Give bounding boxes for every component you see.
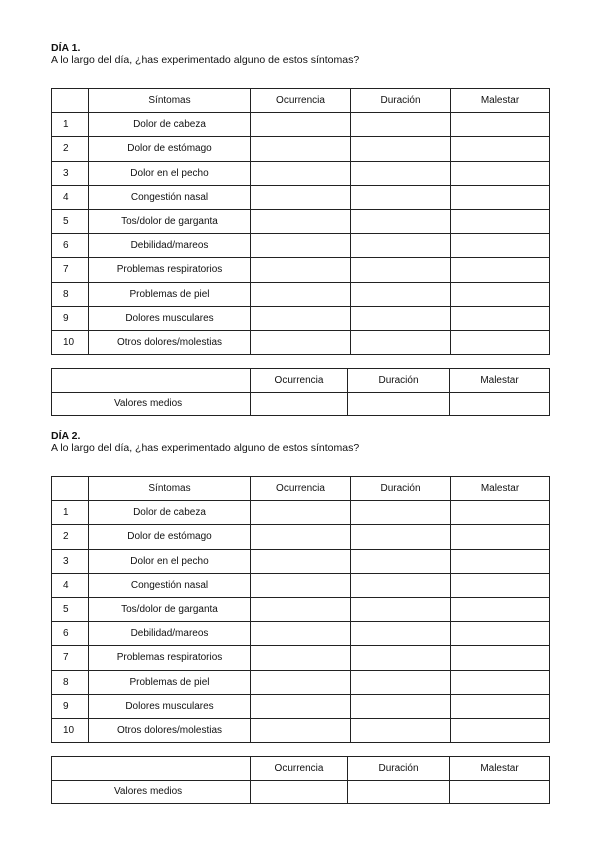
symptom-name: Dolor de estómago bbox=[89, 137, 251, 161]
occurrence-cell[interactable] bbox=[251, 573, 351, 597]
column-header: Malestar bbox=[450, 757, 550, 781]
duration-cell[interactable] bbox=[351, 282, 451, 306]
symptom-number: 2 bbox=[52, 525, 89, 549]
occurrence-cell[interactable] bbox=[251, 597, 351, 621]
symptom-name: Otros dolores/molestias bbox=[89, 330, 251, 354]
duration-cell[interactable] bbox=[351, 549, 451, 573]
averages-row bbox=[52, 780, 550, 804]
duration-cell[interactable] bbox=[351, 646, 451, 670]
averages-header-row bbox=[52, 757, 550, 781]
occurrence-cell[interactable] bbox=[251, 330, 351, 354]
discomfort-cell[interactable] bbox=[451, 694, 550, 718]
symptom-number: 9 bbox=[52, 306, 89, 330]
discomfort-cell[interactable] bbox=[451, 113, 550, 137]
table-row bbox=[52, 234, 550, 258]
discomfort-cell[interactable] bbox=[451, 622, 550, 646]
table-row bbox=[52, 622, 550, 646]
day-section bbox=[51, 430, 549, 798]
symptom-number: 3 bbox=[52, 549, 89, 573]
column-header: Ocurrencia bbox=[251, 477, 351, 501]
occurrence-cell[interactable] bbox=[251, 137, 351, 161]
column-header bbox=[52, 757, 251, 781]
occurrence-cell[interactable] bbox=[251, 306, 351, 330]
symptom-name: Dolor en el pecho bbox=[89, 549, 251, 573]
day-title: DÍA 2. bbox=[51, 430, 81, 442]
duration-cell[interactable] bbox=[351, 573, 451, 597]
discomfort-cell[interactable] bbox=[451, 209, 550, 233]
averages-label: Valores medios bbox=[52, 780, 251, 804]
table-row bbox=[52, 161, 550, 185]
symptom-name: Problemas respiratorios bbox=[89, 258, 251, 282]
occurrence-cell[interactable] bbox=[251, 161, 351, 185]
duration-cell[interactable] bbox=[351, 525, 451, 549]
symptom-name: Dolor de cabeza bbox=[89, 113, 251, 137]
table-row bbox=[52, 718, 550, 742]
symptom-number: 4 bbox=[52, 185, 89, 209]
occurrence-cell[interactable] bbox=[251, 525, 351, 549]
discomfort-cell[interactable] bbox=[451, 501, 550, 525]
occurrence-cell[interactable] bbox=[251, 718, 351, 742]
column-header: Malestar bbox=[450, 369, 550, 393]
occurrence-cell[interactable] bbox=[251, 646, 351, 670]
symptom-number: 1 bbox=[52, 501, 89, 525]
table-row bbox=[52, 306, 550, 330]
discomfort-cell[interactable] bbox=[451, 573, 550, 597]
averages-header-row bbox=[52, 369, 550, 393]
discomfort-cell[interactable] bbox=[451, 282, 550, 306]
table-header-row bbox=[52, 477, 550, 501]
duration-cell[interactable] bbox=[351, 597, 451, 621]
day-question: A lo largo del día, ¿has experimentado alguno de estos síntomas? bbox=[51, 442, 360, 454]
table-row bbox=[52, 258, 550, 282]
occurrence-cell[interactable] bbox=[251, 258, 351, 282]
symptom-name: Problemas de piel bbox=[89, 282, 251, 306]
column-header bbox=[52, 89, 89, 113]
symptom-name: Dolores musculares bbox=[89, 306, 251, 330]
average-duration-cell[interactable] bbox=[348, 392, 450, 416]
column-header: Malestar bbox=[451, 477, 550, 501]
duration-cell[interactable] bbox=[351, 234, 451, 258]
day-title: DÍA 1. bbox=[51, 42, 81, 54]
averages-row bbox=[52, 392, 550, 416]
table-row bbox=[52, 525, 550, 549]
table-row bbox=[52, 549, 550, 573]
column-header bbox=[52, 369, 251, 393]
column-header: Ocurrencia bbox=[251, 757, 348, 781]
column-header: Malestar bbox=[451, 89, 550, 113]
symptoms-table bbox=[51, 476, 550, 743]
duration-cell[interactable] bbox=[351, 330, 451, 354]
symptom-number: 5 bbox=[52, 209, 89, 233]
table-row bbox=[52, 209, 550, 233]
discomfort-cell[interactable] bbox=[451, 258, 550, 282]
discomfort-cell[interactable] bbox=[451, 670, 550, 694]
occurrence-cell[interactable] bbox=[251, 282, 351, 306]
symptom-name: Dolor de cabeza bbox=[89, 501, 251, 525]
table-header-row bbox=[52, 89, 550, 113]
duration-cell[interactable] bbox=[351, 694, 451, 718]
symptom-name: Debilidad/mareos bbox=[89, 234, 251, 258]
day-section bbox=[51, 42, 549, 410]
table-row bbox=[52, 646, 550, 670]
symptom-name: Problemas respiratorios bbox=[89, 646, 251, 670]
occurrence-cell[interactable] bbox=[251, 694, 351, 718]
symptom-number: 9 bbox=[52, 694, 89, 718]
symptom-name: Debilidad/mareos bbox=[89, 622, 251, 646]
column-header: Duración bbox=[348, 757, 450, 781]
discomfort-cell[interactable] bbox=[451, 306, 550, 330]
duration-cell[interactable] bbox=[351, 306, 451, 330]
occurrence-cell[interactable] bbox=[251, 209, 351, 233]
duration-cell[interactable] bbox=[351, 622, 451, 646]
column-header: Duración bbox=[351, 89, 451, 113]
table-row bbox=[52, 282, 550, 306]
symptom-number: 8 bbox=[52, 670, 89, 694]
symptom-number: 7 bbox=[52, 258, 89, 282]
averages-label: Valores medios bbox=[52, 392, 251, 416]
discomfort-cell[interactable] bbox=[451, 525, 550, 549]
discomfort-cell[interactable] bbox=[451, 549, 550, 573]
symptoms-table bbox=[51, 88, 550, 355]
occurrence-cell[interactable] bbox=[251, 185, 351, 209]
symptom-name: Problemas de piel bbox=[89, 670, 251, 694]
symptom-number: 1 bbox=[52, 113, 89, 137]
duration-cell[interactable] bbox=[351, 137, 451, 161]
table-row bbox=[52, 185, 550, 209]
average-discomfort-cell[interactable] bbox=[450, 392, 550, 416]
symptom-number: 3 bbox=[52, 161, 89, 185]
symptom-number: 4 bbox=[52, 573, 89, 597]
table-row bbox=[52, 137, 550, 161]
table-row bbox=[52, 597, 550, 621]
discomfort-cell[interactable] bbox=[451, 185, 550, 209]
averages-table bbox=[51, 368, 550, 416]
symptom-name: Tos/dolor de garganta bbox=[89, 597, 251, 621]
duration-cell[interactable] bbox=[351, 501, 451, 525]
column-header: Síntomas bbox=[89, 89, 251, 113]
symptom-number: 6 bbox=[52, 234, 89, 258]
symptom-number: 5 bbox=[52, 597, 89, 621]
symptom-number: 6 bbox=[52, 622, 89, 646]
average-discomfort-cell[interactable] bbox=[450, 780, 550, 804]
column-header: Síntomas bbox=[89, 477, 251, 501]
duration-cell[interactable] bbox=[351, 670, 451, 694]
duration-cell[interactable] bbox=[351, 161, 451, 185]
duration-cell[interactable] bbox=[351, 209, 451, 233]
occurrence-cell[interactable] bbox=[251, 549, 351, 573]
column-header: Duración bbox=[351, 477, 451, 501]
occurrence-cell[interactable] bbox=[251, 234, 351, 258]
discomfort-cell[interactable] bbox=[451, 137, 550, 161]
symptom-name: Congestión nasal bbox=[89, 573, 251, 597]
occurrence-cell[interactable] bbox=[251, 113, 351, 137]
table-row bbox=[52, 670, 550, 694]
table-row bbox=[52, 501, 550, 525]
discomfort-cell[interactable] bbox=[451, 330, 550, 354]
table-row bbox=[52, 330, 550, 354]
symptom-name: Tos/dolor de garganta bbox=[89, 209, 251, 233]
average-occurrence-cell[interactable] bbox=[251, 780, 348, 804]
occurrence-cell[interactable] bbox=[251, 622, 351, 646]
duration-cell[interactable] bbox=[351, 185, 451, 209]
day-question: A lo largo del día, ¿has experimentado alguno de estos síntomas? bbox=[51, 54, 360, 66]
discomfort-cell[interactable] bbox=[451, 718, 550, 742]
symptom-name: Dolor en el pecho bbox=[89, 161, 251, 185]
symptom-name: Congestión nasal bbox=[89, 185, 251, 209]
table-row bbox=[52, 694, 550, 718]
occurrence-cell[interactable] bbox=[251, 501, 351, 525]
discomfort-cell[interactable] bbox=[451, 234, 550, 258]
column-header: Duración bbox=[348, 369, 450, 393]
duration-cell[interactable] bbox=[351, 113, 451, 137]
discomfort-cell[interactable] bbox=[451, 646, 550, 670]
column-header: Ocurrencia bbox=[251, 369, 348, 393]
column-header: Ocurrencia bbox=[251, 89, 351, 113]
symptom-number: 7 bbox=[52, 646, 89, 670]
symptom-number: 2 bbox=[52, 137, 89, 161]
column-header bbox=[52, 477, 89, 501]
symptom-name: Otros dolores/molestias bbox=[89, 718, 251, 742]
average-duration-cell[interactable] bbox=[348, 780, 450, 804]
duration-cell[interactable] bbox=[351, 718, 451, 742]
occurrence-cell[interactable] bbox=[251, 670, 351, 694]
averages-table bbox=[51, 756, 550, 804]
table-row bbox=[52, 113, 550, 137]
symptom-name: Dolor de estómago bbox=[89, 525, 251, 549]
symptom-number: 10 bbox=[52, 330, 89, 354]
duration-cell[interactable] bbox=[351, 258, 451, 282]
table-row bbox=[52, 573, 550, 597]
symptom-number: 10 bbox=[52, 718, 89, 742]
symptom-number: 8 bbox=[52, 282, 89, 306]
symptom-name: Dolores musculares bbox=[89, 694, 251, 718]
discomfort-cell[interactable] bbox=[451, 161, 550, 185]
discomfort-cell[interactable] bbox=[451, 597, 550, 621]
average-occurrence-cell[interactable] bbox=[251, 392, 348, 416]
